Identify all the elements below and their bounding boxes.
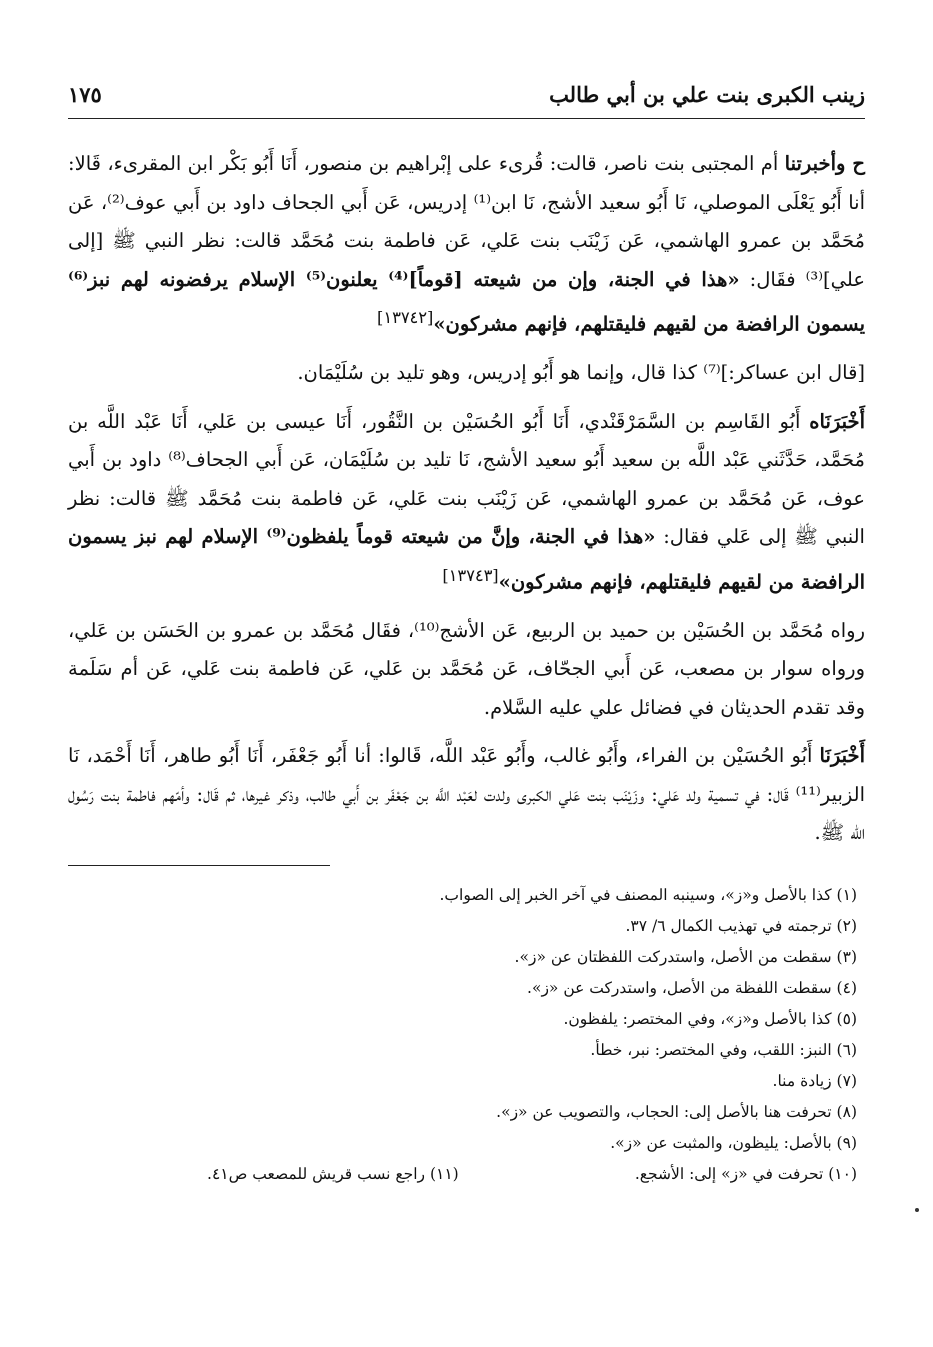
footnotes xyxy=(68,880,865,1190)
paragraph-2 xyxy=(68,354,865,393)
footnote-2: (٢) ترجمته في تهذيب الكمال ٦/ ٣٧. xyxy=(625,916,857,935)
footnote-3: (٣) سقطت من الأصل، واستدركت اللفظتان عن «ز». xyxy=(514,947,857,966)
paragraph-text: رواه مُحَمَّد بن الحُسَيْن بن حميد بن الربيع، عَن الأشج⁽¹⁰⁾، فقَال مُحَمَّد بن عمرو بن الحَسَن بن عَلي، ورواه سوار بن مصعب، عَن أَبي الجحّاف، عَن مُحَمَّد بن عَلي، عَن فاطمة بنت عَلي، عَن أم سَلَمة وقد تقدم الحديثان في فضائل علي عليه السَّلام. xyxy=(68,618,865,719)
paragraph-lead: ح وأخبرتنا xyxy=(784,152,865,175)
paragraph-text: أَبُو الحُسَيْن بن الفراء، وأَبُو غالب، وأَبُو عَبْد اللَّه، قَالوا: أنا أَبُو جَعْفَر، أَنَا أَبُو طاهر، أَنَا أَحْمَد، نَا الزبير⁽¹¹⁾ قَال: في تسمية ولد عَلي: وزَيْنَب بنت عَلي الكبرى ولدت لعَبْد اللَّه بن جَعْفَر بن أَبي طالب، وذكر غيرها، ثم قَال: وأمّهم فاطمة بنت رَسُول الله ﷺ. xyxy=(68,744,865,844)
paragraph-3 xyxy=(68,403,865,602)
paragraph-1 xyxy=(68,145,865,344)
footnote-10: (١٠) تحرفت في «ز» إلى: الأشجع. xyxy=(634,1164,857,1183)
page-header xyxy=(68,78,865,119)
footnote-5: (٥) كذا بالأصل و«ز»، وفي المختصر: يلفظون. xyxy=(563,1009,857,1028)
paragraph-lead: أَخْبَرَنَاه xyxy=(809,409,865,433)
book-page xyxy=(68,78,865,1308)
running-title: زينب الكبرى بنت علي بن أبي طالب xyxy=(549,82,865,107)
paragraph-text: أم المجتبى بنت ناصر، قالت: قُرىء على إبْراهيم بن منصور، أَنَا أَبُو بَكْر ابن المقرىء، قَالا: أنا أَبُو يَعْلَى الموصلي، نَا أَبُو سعيد الأشج، نَا ابن⁽¹⁾ إدريس، عَن أَبي الجحاف داود بن أَبي عوف⁽²⁾، عَن مُحَمَّد بن عمرو الهاشمي، عَن زَيْنَب بنت عَلي، عَن فاطمة بنت مُحَمَّد قالت: نظر النبي ﷺ [إلى علي]⁽³⁾ فقَال: xyxy=(68,152,866,291)
footnote-6: (٦) النبز: اللقب، وفي المختصر: نبر، خطأ. xyxy=(590,1040,857,1059)
footnote-7: (٧) زيادة منا. xyxy=(772,1071,857,1090)
footnote-11: (١١) راجع نسب قريش للمصعب ص٤١. xyxy=(207,1164,459,1183)
paragraph-5 xyxy=(68,737,865,853)
main-text xyxy=(68,145,865,853)
footnote-8: (٨) تحرفت هنا بالأصل إلى: الحجاب، والتصويب عن «ز». xyxy=(496,1102,857,1121)
paragraph-text: [قال ابن عساكر:]⁽⁷⁾ كذا قال، وإنما هو أَبُو إدريس، وهو تليد بن سُلَيْمَان. xyxy=(297,361,865,384)
paragraph-4 xyxy=(68,612,865,728)
page-number: ١٧٥ xyxy=(68,82,102,107)
paragraph-lead: أَخْبَرَنَا xyxy=(819,744,865,767)
hadith-ref: [١٣٧٤٢] xyxy=(377,308,434,327)
hadith-quote: «هذا في الجنة، وإن من شيعته [قوماً]⁽⁴⁾ يعلنون⁽⁵⁾ الإسلام يرفضونه لهم نبز⁽⁶⁾ يسمون الرافضة من لقيهم فليقتلهم، فإنهم مشركون» xyxy=(68,267,865,336)
footnote-9: (٩) بالأصل: يليظون، والمثبت عن «ز». xyxy=(610,1133,857,1152)
footnote-row-last xyxy=(207,1159,857,1190)
hadith-ref: [١٣٧٤٣] xyxy=(442,565,499,585)
footnote-4: (٤) سقطت اللفظة من الأصل، واستدركت عن «ز». xyxy=(527,978,857,997)
footnote-1: (١) كذا بالأصل و«ز»، وسينبه المصنف في آخر الخبر إلى الصواب. xyxy=(439,885,857,904)
paragraph-text: أَبُو القَاسِم بن السَّمَرْقَنْدي، أَنَا أَبُو الحُسَيْن بن النَّقُور، أَنَا عيسى بن عَلي، أَنَا عَبْد اللَّه بن مُحَمَّد، حَدَّثَني عَبْد اللَّه بن سعيد أَبُو سعيد الأشج، نَا تليد بن سُلَيْمَان، عَن أَبي الجحاف⁽⁸⁾ داود بن أَبي عوف، عَن مُحَمَّد بن عمرو الهاشمي، عَن زَيْنَب بنت عَلي، عَن فاطمة بنت مُحَمَّد ﷺ قالت: نظر النبي ﷺ إلى عَلي فقال: xyxy=(68,409,865,548)
margin-dot xyxy=(915,1208,919,1212)
footnote-divider xyxy=(68,865,330,866)
hadith-quote: «هذا في الجنة، وإنَّ من شيعته قوماً يلفظون⁽⁹⁾ الإسلام لهم نبز يسمون الرافضة من لقيهم فليقتلهم، فإنهم مشركون» xyxy=(68,525,865,593)
